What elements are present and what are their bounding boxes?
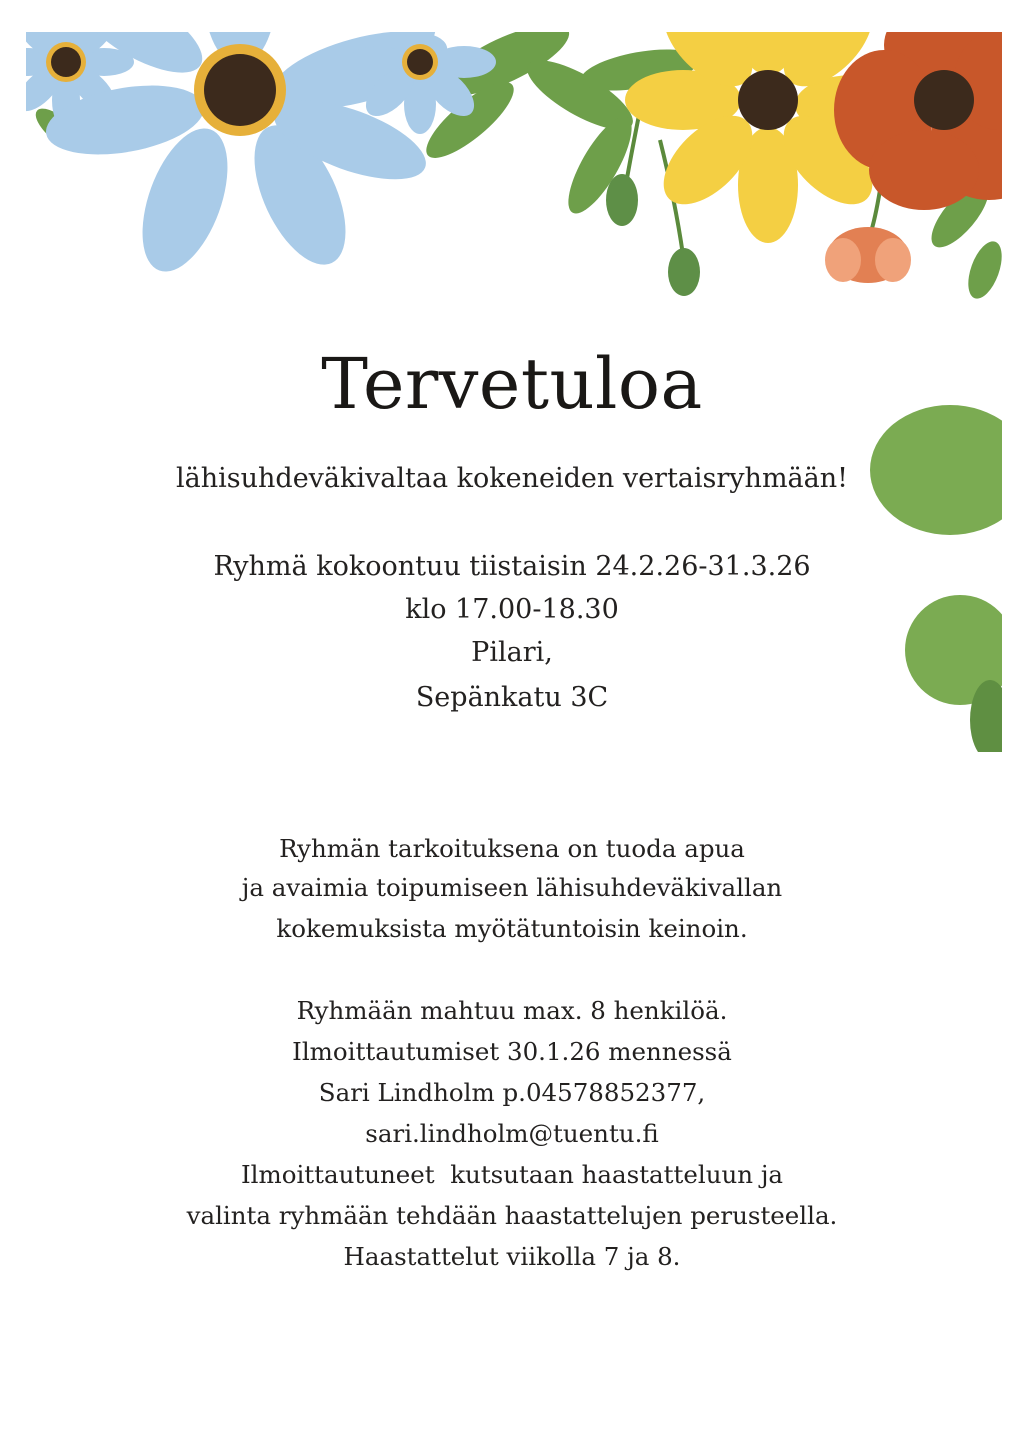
purpose-line-2: ja avaimia toipumiseen lähisuhdeväkivallan [241,873,783,902]
purpose-line-1: Ryhmän tarkoituksena on tuoda apua [279,834,745,863]
interview-line-2: valinta ryhmään tehdään haastattelujen perusteella. [186,1201,838,1230]
meeting-time: klo 17.00-18.30 [405,594,619,625]
bud-icon [606,174,638,226]
bud-icon [668,248,700,296]
capacity-text: Ryhmään mahtuu max. 8 henkilöä. [296,996,728,1025]
email-link[interactable]: sari.lindholm@tuentu.fi [365,1119,659,1148]
meeting-place: Pilari, [471,637,553,668]
contact-text: Sari Lindholm p.04578852377, [318,1078,706,1107]
page-title: Tervetuloa [321,342,703,425]
meeting-address: Sepänkatu 3C [415,682,609,713]
deadline-text: Ilmoittautumiset 30.1.26 mennessä [292,1037,732,1066]
subtitle: lähisuhdeväkivaltaa kokeneiden vertaisryhmään! [176,463,848,494]
tulip-icon [825,227,911,283]
purpose-line-3: kokemuksista myötätuntoisin keinoin. [276,914,748,943]
interview-line-1: Ilmoittautuneet kutsutaan haastatteluun ja [240,1160,784,1189]
meeting-schedule: Ryhmä kokoontuu tiistaisin 24.2.26-31.3.26 [213,551,811,582]
interview-line-3: Haastattelut viikolla 7 ja 8. [343,1242,681,1271]
